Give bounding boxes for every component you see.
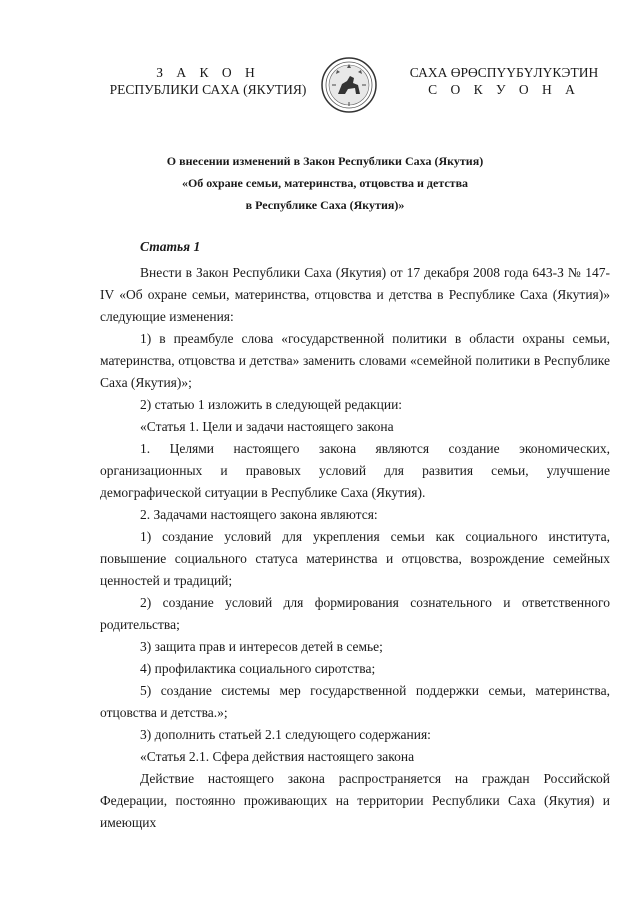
paragraph: 1) создание условий для укрепления семьи как социального института, повышение социального статуса материнства и отцовства, возрождение семейных ценностей и традиций; <box>100 529 610 588</box>
paragraph: «Статья 2.1. Сфера действия настоящего закона <box>140 749 415 764</box>
paragraph: 2) статью 1 изложить в следующей редакции: <box>140 397 403 412</box>
paragraph: 2. Задачами настоящего закона являются: <box>140 507 378 522</box>
title-line1: О внесении изменений в Закон Республики Саха (Якутия) <box>166 154 484 168</box>
title-line2: «Об охране семьи, материнства, отцовства и детства <box>181 176 469 190</box>
title-line3: в Республике Саха (Якутия)» <box>245 198 405 212</box>
paragraph: 3) дополнить статьей 2.1 следующего содержания: <box>140 727 431 742</box>
coat-of-arms-emblem-icon <box>320 56 378 114</box>
paragraph: 1. Целями настоящего закона являются создание экономических, организационных и правовых условий для развития семьи, улучшение демографической ситуации в Республике Саха (Якутия). <box>100 441 610 500</box>
header-right <box>388 64 620 98</box>
paragraph: 5) создание системы мер государственной поддержки семьи, материнства, отцовства и детства.»; <box>100 683 610 720</box>
header-left <box>78 64 338 98</box>
paragraph: 1) в преамбуле слова «государственной политики в области охраны семьи, материнства, отцовства и детства» заменить словами «семейной политики в Республике Саха (Якутия)»; <box>100 331 610 390</box>
paragraph: 3) защита прав и интересов детей в семье; <box>140 639 383 654</box>
article-heading: Статья 1 <box>140 239 201 254</box>
paragraph: «Статья 1. Цели и задачи настоящего закона <box>140 419 394 434</box>
header-right-line1: САХА ӨРӨСПҮҮБҮЛҮКЭТИН <box>409 65 599 80</box>
paragraph: Внести в Закон Республики Саха (Якутия) от 17 декабря 2008 года 643-З № 147-IV «Об охране семьи, материнства, отцовства и детства в Республике Саха (Якутия)» следующие изменения: <box>100 265 610 324</box>
paragraph: 2) создание условий для формирования сознательного и ответственного родительства; <box>100 595 610 632</box>
paragraph: 4) профилактика социального сиротства; <box>140 661 376 676</box>
paragraph: Действие настоящего закона распространяется на граждан Российской Федерации, постоянно проживающих на территории Республики Саха (Якутия) и имеющих <box>100 771 610 830</box>
header-right-line2: С О К У О Н А <box>428 82 580 97</box>
header-left-line2: РЕСПУБЛИКИ САХА (ЯКУТИЯ) <box>109 82 307 97</box>
document-title <box>100 150 550 216</box>
header-left-line1: З А К О Н <box>156 65 260 80</box>
document-body <box>100 236 610 834</box>
